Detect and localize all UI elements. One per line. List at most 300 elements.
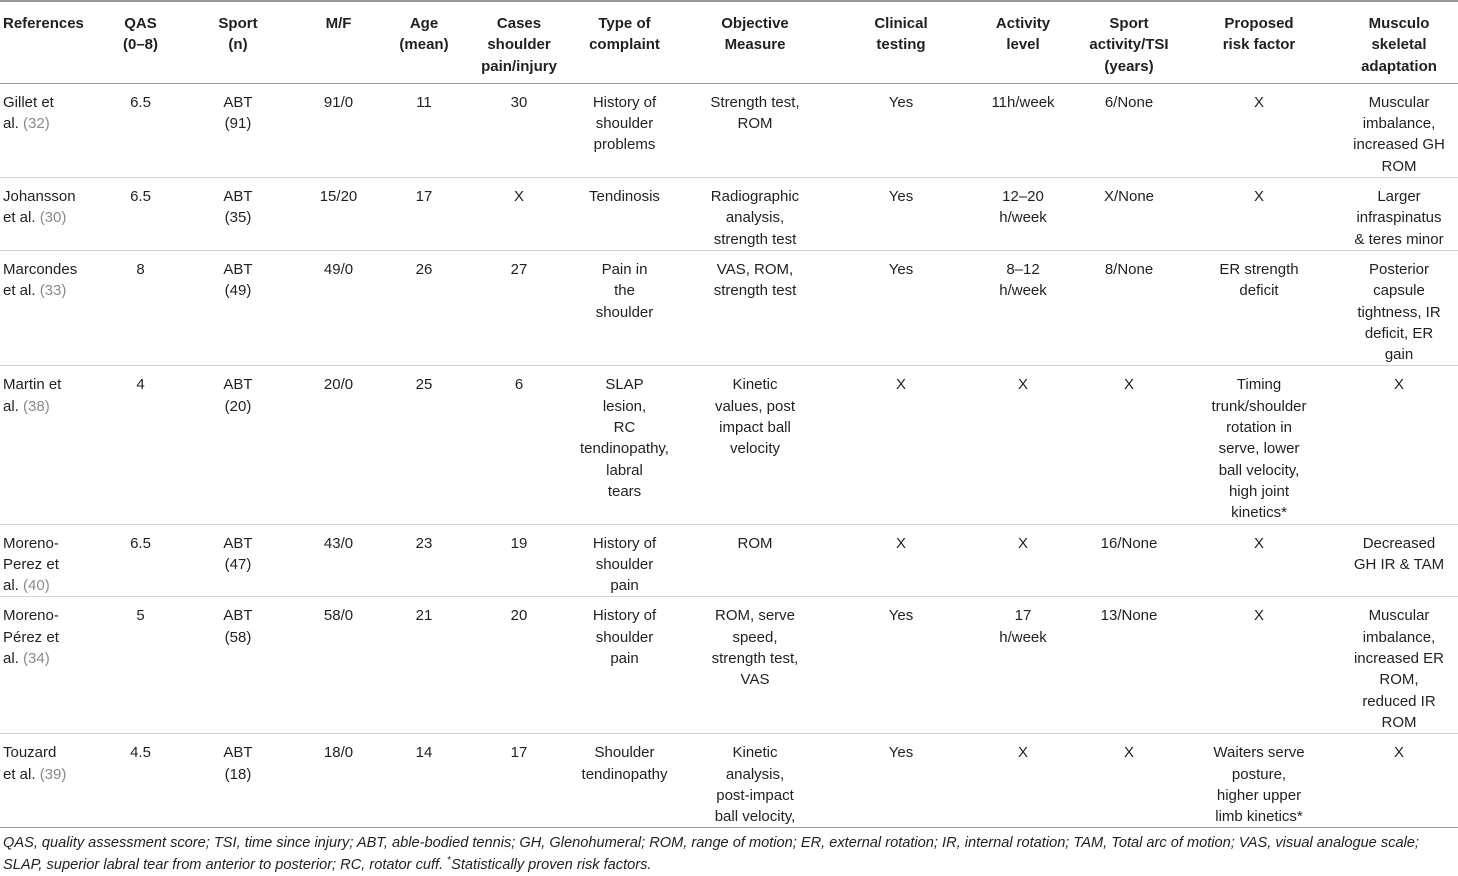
cell-line: Yes <box>888 607 914 625</box>
cell-line: M/F <box>325 15 352 32</box>
table-cell <box>836 178 966 251</box>
cell-line: X <box>1123 376 1134 394</box>
cell-line: speed, <box>732 628 778 646</box>
column-header <box>0 1 97 83</box>
cell-line: ABT <box>223 188 253 206</box>
reference-text: Moreno- <box>3 607 59 625</box>
table-cell <box>1178 83 1340 177</box>
cell-line: 58/0 <box>323 607 354 625</box>
column-header <box>836 1 966 83</box>
cell-line: 21 <box>415 607 433 625</box>
cell-line: History of <box>592 534 657 552</box>
table-row <box>0 83 1458 177</box>
cell-line: Measure <box>724 36 786 54</box>
reference-cell <box>0 734 97 828</box>
table-cell <box>674 83 836 177</box>
table-cell <box>1340 178 1458 251</box>
cell-line: 91/0 <box>323 93 354 111</box>
citation-link[interactable]: (34) <box>23 650 50 668</box>
cell-line: History of <box>592 93 657 111</box>
table-cell <box>184 597 292 734</box>
table-cell <box>292 366 385 524</box>
table-row <box>0 178 1458 251</box>
column-header <box>674 1 836 83</box>
cell-line: adaptation <box>1361 57 1437 75</box>
cell-line: X <box>1253 188 1264 206</box>
table-cell <box>292 178 385 251</box>
table-cell <box>836 366 966 524</box>
cell-line: X <box>895 376 906 394</box>
cell-line: 19 <box>510 534 528 552</box>
cell-line: posture, <box>1231 765 1287 783</box>
table-cell <box>836 734 966 828</box>
cell-line: h/week <box>999 209 1047 227</box>
cell-line: X <box>1253 607 1264 625</box>
table-cell <box>1340 366 1458 524</box>
cell-line: (35) <box>224 209 252 227</box>
table-cell <box>184 366 292 524</box>
column-header <box>97 1 184 83</box>
cell-line: analysis, <box>725 765 785 783</box>
reference-line <box>3 396 97 417</box>
cell-line: ROM <box>1381 713 1417 731</box>
table-cell <box>1340 250 1458 365</box>
cell-line: X <box>1017 534 1028 552</box>
citation-link[interactable]: (32) <box>23 115 50 133</box>
table-cell <box>1178 250 1340 365</box>
cell-line: ABT <box>223 93 253 111</box>
reference-text: Johansson <box>3 188 76 206</box>
cell-line: X/None <box>1103 188 1155 206</box>
cell-line: Clinical <box>874 15 928 32</box>
table-cell <box>292 83 385 177</box>
cell-line: ball velocity, <box>1218 461 1300 479</box>
cell-line: (years) <box>1104 57 1154 75</box>
table-row <box>0 734 1458 828</box>
cell-line: X <box>1393 744 1404 762</box>
table-cell <box>463 524 575 597</box>
cell-line: values, post <box>714 397 796 415</box>
footnote-marker: * <box>447 854 452 866</box>
cell-line: Waiters serve <box>1213 744 1305 762</box>
cell-line: Muscular <box>1368 607 1430 625</box>
cell-line: 12–20 <box>1002 188 1044 206</box>
table-cell <box>385 597 463 734</box>
cell-line: (0–8) <box>122 36 159 54</box>
table-cell <box>674 597 836 734</box>
reference-text: et al. <box>3 765 40 783</box>
cell-line: (mean) <box>399 36 449 54</box>
table-cell <box>292 250 385 365</box>
column-header <box>1178 1 1340 83</box>
cell-line: (18) <box>224 765 252 783</box>
column-header <box>1340 1 1458 83</box>
cell-line: 16/None <box>1100 534 1158 552</box>
table-cell <box>836 83 966 177</box>
cell-line: 13/None <box>1100 607 1158 625</box>
table-row <box>0 524 1458 597</box>
cell-line: 17 <box>510 744 528 762</box>
cell-line: rotation in <box>1226 419 1292 437</box>
cell-line: History of <box>592 607 657 625</box>
table-cell <box>1340 597 1458 734</box>
table-cell <box>97 83 184 177</box>
cell-line: lesion, <box>602 397 647 415</box>
cell-line: ROM, serve <box>714 607 795 625</box>
table-cell <box>575 524 674 597</box>
table-row <box>0 366 1458 524</box>
cell-line: increased GH <box>1353 136 1445 154</box>
reference-text: Gillet et <box>3 93 54 111</box>
reference-text: al. <box>3 577 24 595</box>
table-cell <box>385 734 463 828</box>
reference-line <box>3 207 97 228</box>
cell-line: risk factor <box>1222 36 1296 54</box>
reference-text: Touzard <box>3 744 57 762</box>
table-cell <box>385 366 463 524</box>
cell-line: limb kinetics* <box>1215 808 1303 826</box>
cell-line: ABT <box>223 260 253 278</box>
cell-line: h/week <box>999 628 1047 646</box>
citation-link[interactable]: (40) <box>23 577 50 595</box>
cell-line: Decreased <box>1362 534 1436 552</box>
table-cell <box>575 734 674 828</box>
table-cell <box>575 178 674 251</box>
cell-line: 8/None <box>1104 260 1154 278</box>
table-cell <box>966 250 1080 365</box>
citation-link[interactable]: (33) <box>39 282 67 300</box>
table-header <box>0 1 1458 83</box>
table-cell <box>1080 597 1178 734</box>
cell-line: shoulder <box>595 555 654 573</box>
table-cell <box>836 597 966 734</box>
table-cell <box>674 524 836 597</box>
cell-line: strength test <box>713 282 797 300</box>
cell-line: tightness, IR <box>1357 303 1441 321</box>
cell-line: X <box>513 188 524 206</box>
cell-line: 15/20 <box>319 188 358 206</box>
table-cell <box>97 250 184 365</box>
reference-line <box>3 113 97 134</box>
column-header <box>575 1 674 83</box>
cell-line: Tendinosis <box>589 188 660 206</box>
table-cell <box>184 734 292 828</box>
table-cell <box>674 366 836 524</box>
reference-line <box>3 374 97 395</box>
footnote-text: QAS, quality assessment score; TSI, time since injury; ABT, able-bodied tennis; GH, Glenohumeral; ROM, range of motion; ER, external rotation; IR, internal rotation; TAM, Total arc of motion; VAS, visual analogue scale; SLAP, superior labral tear from anterior to posterior; RC, rotator cuff. <box>3 835 1419 873</box>
table-cell <box>575 597 674 734</box>
cell-line: 20 <box>510 607 528 625</box>
cell-line: gain <box>1384 346 1414 364</box>
cell-line: X <box>1253 534 1264 552</box>
table-cell <box>1178 524 1340 597</box>
table-cell <box>184 524 292 597</box>
cell-line: analysis, <box>725 209 785 227</box>
cell-line: testing <box>876 36 926 54</box>
column-header <box>184 1 292 83</box>
cell-line: Proposed <box>1224 15 1294 32</box>
cell-line: 6 <box>514 376 524 394</box>
cell-line: VAS <box>740 671 770 689</box>
table-cell <box>966 83 1080 177</box>
cell-line: Age <box>409 15 439 32</box>
cell-line: Sport <box>1109 15 1149 32</box>
table-cell <box>184 178 292 251</box>
cell-line: Activity <box>995 15 1051 32</box>
cell-line: activity/TSI <box>1089 36 1169 54</box>
cell-line: infraspinatus <box>1356 209 1442 227</box>
cell-line: 43/0 <box>323 534 354 552</box>
cell-line: imbalance, <box>1362 628 1436 646</box>
cell-line: Pain in <box>601 260 648 278</box>
cell-line: shoulder <box>595 115 654 133</box>
table-cell <box>1080 366 1178 524</box>
cell-line: h/week <box>999 282 1047 300</box>
table-cell <box>463 366 575 524</box>
cell-line: ABT <box>223 607 253 625</box>
table-cell <box>1178 734 1340 828</box>
column-header <box>385 1 463 83</box>
cell-line: 6.5 <box>130 93 151 111</box>
table-cell <box>97 734 184 828</box>
cell-line: QAS <box>124 15 157 32</box>
table-cell <box>385 178 463 251</box>
table-cell <box>575 83 674 177</box>
cell-line: Objective <box>721 15 789 32</box>
cell-line: 17 <box>415 188 433 206</box>
reference-text: al. <box>3 650 24 668</box>
cell-line: Yes <box>888 260 914 278</box>
cell-line: 18/0 <box>323 744 354 762</box>
reference-line <box>3 186 97 207</box>
cell-line: Strength test, <box>710 93 800 111</box>
reference-line <box>3 742 97 763</box>
reference-text: Perez et <box>3 555 59 573</box>
table-cell <box>836 250 966 365</box>
cell-line: 6.5 <box>130 188 151 206</box>
table-cell <box>575 250 674 365</box>
citation-link[interactable]: (30) <box>39 209 67 227</box>
reference-line <box>3 605 97 626</box>
table-row <box>0 597 1458 734</box>
cell-line: Radiographic <box>710 188 800 206</box>
cell-line: (49) <box>224 282 252 300</box>
cell-line: 4.5 <box>130 744 151 762</box>
cell-line: (20) <box>224 397 252 415</box>
cell-line: 27 <box>510 260 528 278</box>
cell-line: X <box>1017 744 1028 762</box>
cell-line: 11 <box>416 93 432 111</box>
reference-cell <box>0 250 97 365</box>
cell-line: trunk/shoulder <box>1211 397 1307 415</box>
table-cell <box>1340 524 1458 597</box>
table-cell <box>97 524 184 597</box>
cell-line: 8 <box>136 260 145 278</box>
cell-line: X <box>1393 376 1404 394</box>
cell-line: pain <box>610 577 639 595</box>
reference-line <box>3 533 97 554</box>
table-cell <box>674 734 836 828</box>
reference-line <box>3 259 97 280</box>
cell-line: higher upper <box>1216 786 1302 804</box>
reference-text: Pérez et <box>3 628 59 646</box>
cell-line: ABT <box>223 534 253 552</box>
table-cell <box>1080 734 1178 828</box>
table-cell <box>463 250 575 365</box>
cell-line: increased ER <box>1353 650 1445 668</box>
cell-line: X <box>1017 376 1028 394</box>
reference-cell <box>0 524 97 597</box>
table-cell <box>1080 524 1178 597</box>
cell-line: ER strength <box>1219 260 1299 278</box>
table-cell <box>463 597 575 734</box>
table-cell <box>966 734 1080 828</box>
cell-line: References <box>3 15 84 32</box>
cell-line: strength test, <box>711 650 799 668</box>
reference-text: Moreno- <box>3 534 59 552</box>
cell-line: Yes <box>888 744 914 762</box>
table-cell <box>674 250 836 365</box>
table-cell <box>966 366 1080 524</box>
column-header <box>292 1 385 83</box>
reference-cell <box>0 366 97 524</box>
cell-line: & teres minor <box>1354 230 1444 248</box>
reference-line <box>3 280 97 301</box>
table-cell <box>966 524 1080 597</box>
cell-line: deficit <box>1239 282 1279 300</box>
table-cell <box>575 366 674 524</box>
cell-line: reduced IR <box>1362 692 1436 710</box>
column-header <box>966 1 1080 83</box>
cell-line: ROM <box>1381 157 1417 175</box>
column-header <box>1080 1 1178 83</box>
cell-line: ROM <box>737 115 773 133</box>
cell-line: tendinopathy, <box>580 440 669 458</box>
table-footnote <box>3 833 1455 876</box>
table-cell <box>184 250 292 365</box>
cell-line: ROM <box>737 534 773 552</box>
table-cell <box>463 83 575 177</box>
table-cell <box>1178 366 1340 524</box>
table-cell <box>97 366 184 524</box>
reference-text: et al. <box>3 209 40 227</box>
cell-line: high joint <box>1228 482 1290 500</box>
reference-line <box>3 575 97 596</box>
table-cell <box>1340 734 1458 828</box>
table-cell <box>97 597 184 734</box>
cell-line: Yes <box>888 93 914 111</box>
citation-link[interactable]: (39) <box>39 765 67 783</box>
reference-text: al. <box>3 115 24 133</box>
reference-line <box>3 627 97 648</box>
cell-line: shoulder <box>487 36 551 54</box>
cell-line: velocity <box>729 440 781 458</box>
cell-line: labral <box>606 461 643 479</box>
table-cell <box>292 734 385 828</box>
cell-line: impact ball <box>719 419 791 437</box>
cell-line: shoulder <box>595 628 654 646</box>
cell-line: Kinetic <box>732 744 778 762</box>
table-cell <box>97 178 184 251</box>
cell-line: Cases <box>496 15 542 32</box>
cell-line: 14 <box>415 744 433 762</box>
reference-cell <box>0 83 97 177</box>
cell-line: 26 <box>415 260 433 278</box>
cell-line: X <box>895 534 906 552</box>
cell-line: GH IR & TAM <box>1353 555 1445 573</box>
reference-cell <box>0 597 97 734</box>
cell-line: level <box>1006 36 1040 54</box>
cell-line: 11h/week <box>991 93 1055 111</box>
table-cell <box>674 178 836 251</box>
cell-line: imbalance, <box>1362 115 1436 133</box>
reference-line <box>3 648 97 669</box>
column-header <box>463 1 575 83</box>
table-cell <box>1340 83 1458 177</box>
table-cell <box>463 178 575 251</box>
cell-line: serve, lower <box>1218 440 1300 458</box>
cell-line: Kinetic <box>732 376 778 394</box>
reference-text: et al. <box>3 282 40 300</box>
cell-line: shoulder <box>595 303 654 321</box>
cell-line: post-impact <box>716 786 794 804</box>
cell-line: tendinopathy <box>581 765 668 783</box>
reference-text: al. <box>3 397 24 415</box>
table-cell <box>836 524 966 597</box>
table-cell <box>463 734 575 828</box>
footnote-tail: Statistically proven risk factors. <box>451 856 652 873</box>
table-cell <box>1178 597 1340 734</box>
cell-line: problems <box>593 136 656 154</box>
table-body <box>0 83 1458 828</box>
cell-line: strength test <box>713 230 797 248</box>
reference-line <box>3 92 97 113</box>
cell-line: Larger <box>1377 188 1421 206</box>
cell-line: (91) <box>224 115 252 133</box>
cell-line: 30 <box>510 93 528 111</box>
cell-line: ROM, <box>1379 671 1419 689</box>
cell-line: 49/0 <box>323 260 354 278</box>
cell-line: skeletal <box>1371 36 1427 54</box>
table-row <box>0 250 1458 365</box>
reference-text: Martin et <box>3 376 62 394</box>
cell-line: 23 <box>415 534 433 552</box>
table-cell <box>292 597 385 734</box>
cell-line: the <box>614 282 635 300</box>
cell-line: 4 <box>136 376 145 394</box>
cell-line: ABT <box>223 376 253 394</box>
cell-line: RC <box>613 419 636 437</box>
cell-line: 5 <box>136 607 145 625</box>
cell-line: Yes <box>888 188 914 206</box>
cell-line: (47) <box>224 555 252 573</box>
cell-line: Musculo <box>1368 15 1430 32</box>
table-cell <box>966 597 1080 734</box>
cell-line: deficit, ER <box>1364 324 1434 342</box>
cell-line: SLAP <box>605 376 644 394</box>
cell-line: Sport <box>218 15 258 32</box>
cell-line: X <box>1253 93 1264 111</box>
cell-line: 6/None <box>1104 93 1154 111</box>
table-cell <box>184 83 292 177</box>
cell-line: Timing <box>1236 376 1282 394</box>
table-cell <box>1080 250 1178 365</box>
cell-line: pain <box>610 650 639 668</box>
cell-line: (n) <box>228 36 248 54</box>
cell-line: Muscular <box>1368 93 1430 111</box>
table-cell <box>1080 178 1178 251</box>
citation-link[interactable]: (38) <box>23 397 50 415</box>
